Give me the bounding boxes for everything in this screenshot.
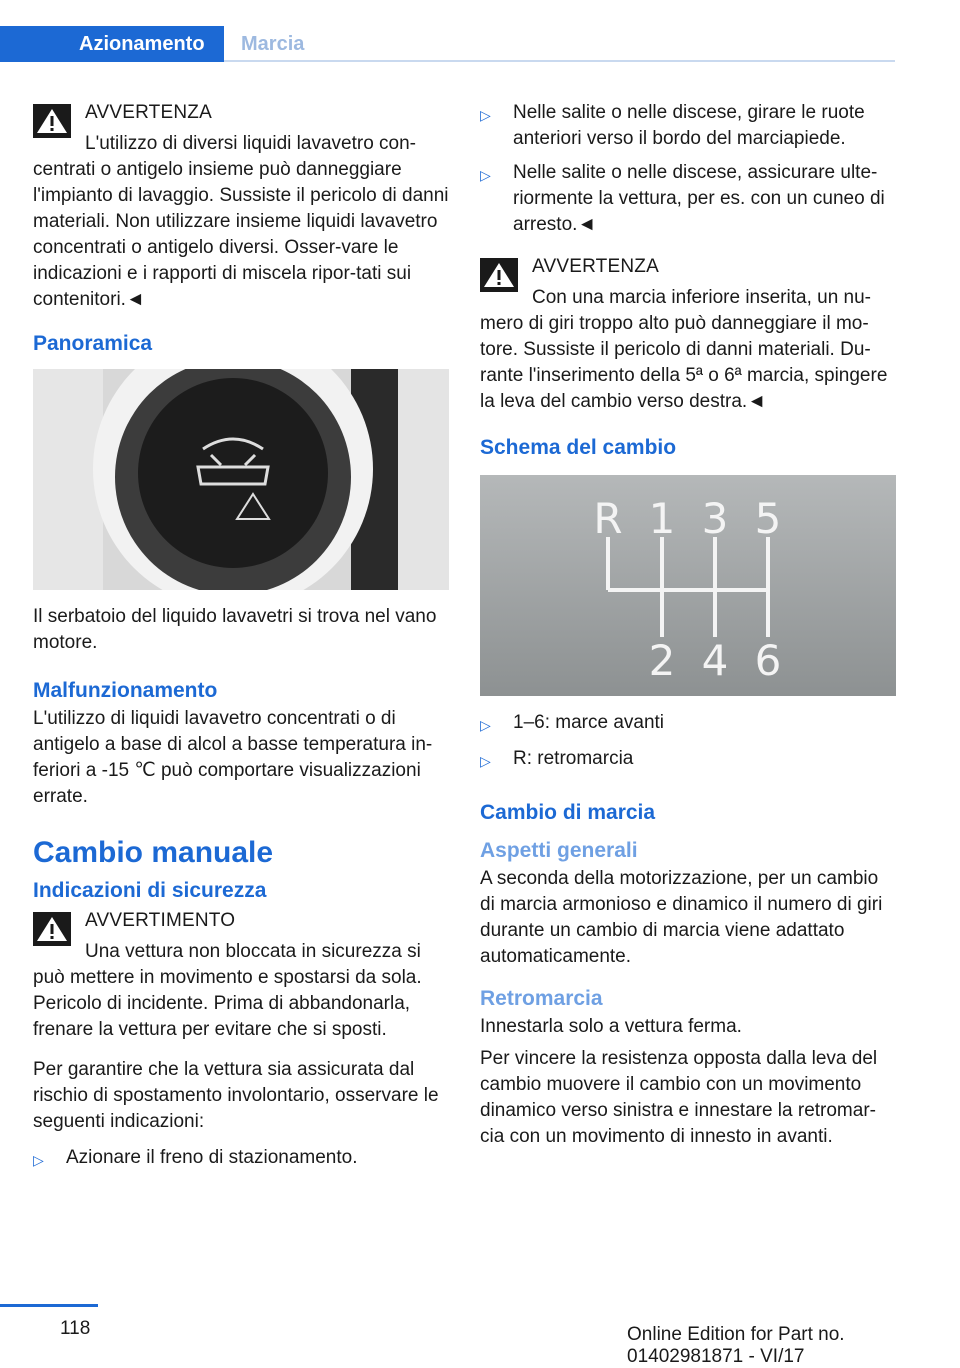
header-divider <box>224 60 895 62</box>
gear-label-4: 4 <box>701 636 729 685</box>
list-item <box>480 746 896 774</box>
list-item-text: 1–6: marce avanti <box>513 712 665 733</box>
gear-label-6: 6 <box>754 636 782 685</box>
bullet-triangle-icon: ▷ <box>480 107 491 123</box>
warning-text: mero di giri troppo alto può danneggiare il mo-tore. Sussiste il pericolo di danni materiali. Du-rante l'inserimento della 5ª o 6ª marcia, spingere la leva del cambio verso destra.◄ <box>480 313 888 412</box>
right-column <box>480 100 896 1160</box>
body-text: A seconda della motorizzazione, per un cambio di marcia armonioso e dinamico il numero di giri durante un cambio di marcia viene adattato automaticamente. <box>480 868 883 967</box>
subsection-heading: Aspetti generali <box>480 839 638 862</box>
list-item <box>480 710 896 738</box>
section-heading: Indicazioni di sicurezza <box>33 879 267 902</box>
gear-label-1: 1 <box>648 494 676 543</box>
body-text: Per vincere la resistenza opposta dalla leva del cambio muovere il cambio con un movimento dinamico verso sinistra e innestare la retromar-cia con un movimento di innesto in avanti. <box>480 1048 878 1147</box>
left-column <box>33 100 449 1181</box>
body-text: Innestarla solo a vettura ferma. <box>480 1016 742 1037</box>
warning-icon <box>33 912 71 946</box>
body-text: L'utilizzo di liquidi lavavetro concentrati o di antigelo a base di alcol a basse temperatura in-feriori a ‑15 ℃ può comportare visualizzazioni errate. <box>33 708 433 807</box>
list-item <box>480 100 896 152</box>
bullet-triangle-icon: ▷ <box>480 753 491 769</box>
warning-title: AVVERTENZA <box>85 102 212 123</box>
list-item-text: Nelle salite o nelle discese, assicurare ulte-riormente la vettura, per es. con un cuneo di arresto.◄ <box>513 162 885 235</box>
list-item-text: R: retromarcia <box>513 748 634 769</box>
gear-label-r: R <box>593 494 623 543</box>
gear-shift-diagram <box>480 475 896 696</box>
section-heading: Cambio di marcia <box>480 801 656 824</box>
tab-azionamento[interactable]: Azionamento <box>0 26 224 62</box>
page-number: 118 <box>60 1318 91 1339</box>
bullet-triangle-icon: ▷ <box>480 167 491 183</box>
list-item <box>33 1145 449 1173</box>
warning-icon <box>480 258 518 292</box>
washer-reservoir-photo <box>33 369 449 590</box>
gear-label-5: 5 <box>754 494 782 543</box>
chapter-title: Cambio manuale <box>33 836 274 869</box>
warning-title: AVVERTENZA <box>532 256 659 277</box>
warning-box <box>33 100 449 313</box>
warning-title: AVVERTIMENTO <box>85 910 236 931</box>
warning-text: Una vettura non bloccata in sicurezza si <box>85 941 421 962</box>
list-item-text: Nelle salite o nelle discese, girare le ruote anteriori verso il bordo del marciapiede. <box>513 102 865 149</box>
warning-text: L'utilizzo di diversi liquidi lavavetro con- <box>85 133 416 154</box>
body-text: Per garantire che la vettura sia assicurata dal rischio di spostamento involontario, osservare le seguenti indicazioni: <box>33 1059 439 1132</box>
warning-box <box>480 254 896 415</box>
edition-footer: Online Edition for Part no. 01402981871 - VI/17 <box>627 1324 845 1367</box>
image-caption: Il serbatoio del liquido lavavetri si trova nel vano motore. <box>33 606 437 653</box>
page-number-rule <box>0 1304 98 1307</box>
bullet-triangle-icon: ▷ <box>480 717 491 733</box>
tab-marcia[interactable]: Marcia <box>241 32 305 55</box>
section-heading: Schema del cambio <box>480 436 677 459</box>
gear-label-2: 2 <box>648 636 676 685</box>
warning-text: può mettere in movimento e spostarsi da sola. Pericolo di incidente. Prima di abbandonarla, frenare la vettura per evitare che si sposti. <box>33 967 422 1040</box>
section-heading: Panoramica <box>33 332 153 355</box>
warning-text: centrati o antigelo insieme può danneggiare l'impianto di lavaggio. Sussiste il pericolo di danni materiali. Non utilizzare insieme liquidi lavavetro concentrati o antigelo diversi. Osser-vare le indicazioni e i rapporti di miscela ripor-tati sui contenitori.◄ <box>33 159 449 310</box>
gear-label-3: 3 <box>701 494 729 543</box>
warning-text: Con una marcia inferiore inserita, un nu- <box>532 287 872 308</box>
section-heading: Malfunzionamento <box>33 679 218 702</box>
bullet-triangle-icon: ▷ <box>33 1152 44 1168</box>
page-header <box>0 26 895 62</box>
list-item <box>480 160 896 238</box>
list-item-text: Azionare il freno di stazionamento. <box>66 1147 358 1168</box>
subsection-heading: Retromarcia <box>480 987 603 1010</box>
warning-box <box>33 908 449 1043</box>
warning-icon <box>33 104 71 138</box>
